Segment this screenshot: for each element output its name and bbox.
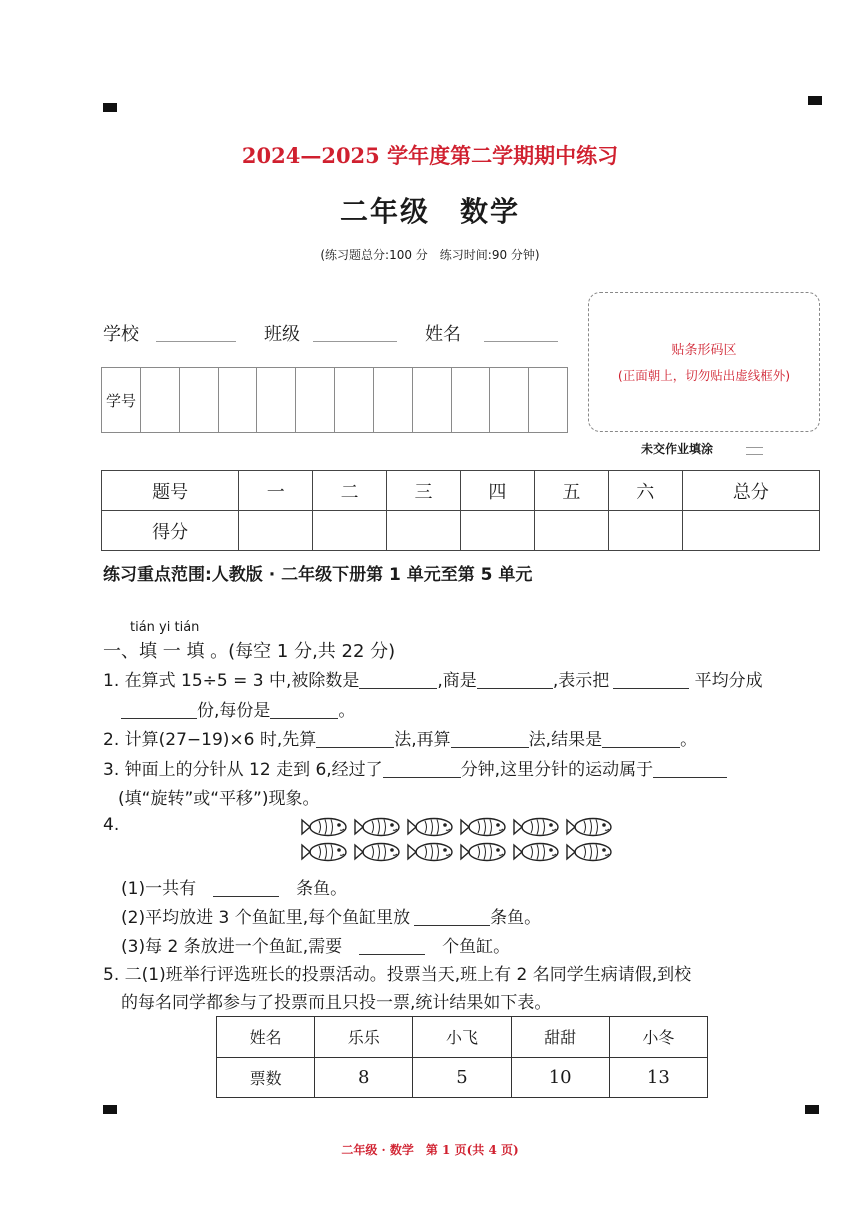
score-cell[interactable] — [682, 511, 819, 551]
corner-mark-bottom-right — [805, 1105, 819, 1114]
section1-pinyin: tián yi tián — [130, 620, 200, 635]
vote-value-cell: 13 — [609, 1057, 707, 1098]
vote-value-cell: 5 — [413, 1057, 511, 1098]
barcode-note: (正面朝上，切勿贴出虚线框外) — [617, 368, 791, 383]
question-1-line1: 1. 在算式 15÷5 = 3 中,被除数是 ,商是 ,表示把 平均分成 — [103, 671, 763, 691]
unsubmitted-label: 未交作业填涂 — [641, 442, 714, 456]
vote-table — [216, 1016, 708, 1098]
barcode-title: 贴条形码区 — [671, 343, 737, 358]
corner-mark-top-left — [103, 103, 117, 112]
fish-icon — [461, 819, 505, 836]
question-5-line1: 5. 二(1)班举行评选班长的投票活动。投票当天,班上有 2 名同学生病请假,到校 — [103, 965, 692, 985]
score-header-cell: 五 — [534, 471, 608, 511]
vote-header-cell: 乐乐 — [315, 1017, 413, 1058]
score-header-cell: 三 — [387, 471, 461, 511]
question-3-line1: 3. 钟面上的分针从 12 走到 6,经过了 分钟,这里分针的运动属于 — [103, 755, 727, 780]
score-cell[interactable] — [239, 511, 313, 551]
score-cell[interactable] — [313, 511, 387, 551]
exam-meta: (练习题总分:100 分 练习时间:90 分钟) — [320, 248, 540, 262]
vote-header-cell: 甜甜 — [511, 1017, 609, 1058]
answer-blank[interactable] — [359, 670, 437, 689]
score-header-cell: 题号 — [102, 471, 239, 511]
score-header-cell: 总分 — [682, 471, 819, 511]
school-field[interactable] — [156, 340, 236, 342]
question-4-1: (1)一共有 条鱼。 — [121, 879, 348, 899]
student-id-grid — [101, 367, 568, 433]
answer-blank[interactable] — [602, 729, 680, 748]
vote-row-label: 票数 — [217, 1057, 315, 1098]
page-footer: 二年级 · 数学 第 1 页(共 4 页) — [341, 1143, 519, 1157]
vote-value-cell: 8 — [315, 1057, 413, 1098]
corner-mark-top-right — [808, 96, 822, 105]
fish-icon — [514, 844, 558, 861]
id-digit-cell[interactable] — [179, 368, 218, 433]
practice-scope: 练习重点范围:人教版 · 二年级下册第 1 单元至第 5 单元 — [103, 565, 533, 585]
fish-icon — [408, 844, 452, 861]
question-1-line2: 份,每份是 。 — [121, 696, 355, 721]
score-cell[interactable] — [534, 511, 608, 551]
score-cell[interactable] — [387, 511, 461, 551]
fish-icon — [461, 844, 505, 861]
fish-icon — [302, 819, 346, 836]
vote-value-row — [217, 1057, 708, 1098]
score-header-cell: 二 — [313, 471, 387, 511]
answer-blank[interactable] — [270, 700, 338, 719]
id-digit-cell[interactable] — [529, 368, 568, 433]
question-4-3: (3)每 2 条放进一个鱼缸,需要 个鱼缸。 — [121, 937, 511, 957]
fish-icon — [408, 819, 452, 836]
score-row-label: 得分 — [102, 511, 239, 551]
id-digit-cell[interactable] — [490, 368, 529, 433]
id-digit-cell[interactable] — [218, 368, 257, 433]
id-digit-cell[interactable] — [373, 368, 412, 433]
answer-blank[interactable] — [613, 670, 689, 689]
score-header-cell: 六 — [608, 471, 682, 511]
school-label: 学校 — [103, 324, 139, 345]
unsubmitted-bubble[interactable] — [746, 447, 763, 455]
score-table — [101, 470, 820, 551]
question-2: 2. 计算(27−19)×6 时,先算 法,再算 法,结果是 。 — [103, 730, 698, 750]
student-id-label: 学号 — [102, 368, 141, 433]
score-header-cell: 四 — [460, 471, 534, 511]
question-4-number: 4. — [103, 815, 120, 835]
question-4-2: (2)平均放进 3 个鱼缸里,每个鱼缸里放 条鱼。 — [121, 908, 542, 928]
answer-blank[interactable] — [653, 759, 727, 778]
fish-icon — [355, 819, 399, 836]
id-digit-cell[interactable] — [257, 368, 296, 433]
fish-icon — [514, 819, 558, 836]
fish-icon — [567, 844, 611, 861]
id-digit-cell[interactable] — [451, 368, 490, 433]
section1-title: 一、填 一 填 。(每空 1 分,共 22 分) — [103, 641, 396, 662]
vote-value-cell: 10 — [511, 1057, 609, 1098]
answer-blank[interactable] — [121, 700, 197, 719]
barcode-area — [588, 292, 820, 432]
id-digit-cell[interactable] — [412, 368, 451, 433]
fish-illustration — [300, 812, 620, 866]
vote-header-cell: 姓名 — [217, 1017, 315, 1058]
answer-blank[interactable] — [213, 878, 279, 897]
fish-icon — [567, 819, 611, 836]
class-label: 班级 — [264, 324, 300, 345]
score-value-row — [102, 511, 820, 551]
question-5-line2: 的每名同学都参与了投票而且只投一票,统计结果如下表。 — [121, 993, 552, 1013]
id-digit-cell[interactable] — [296, 368, 335, 433]
vote-header-cell: 小飞 — [413, 1017, 511, 1058]
exam-subject: 二年级 数学 — [339, 195, 520, 228]
name-label: 姓名 — [425, 324, 461, 345]
score-cell[interactable] — [608, 511, 682, 551]
question-3-line2: (填“旋转”或“平移”)现象。 — [118, 789, 320, 809]
answer-blank[interactable] — [316, 729, 394, 748]
answer-blank[interactable] — [414, 907, 490, 926]
answer-blank[interactable] — [451, 729, 529, 748]
score-header-cell: 一 — [239, 471, 313, 511]
fish-icon — [302, 844, 346, 861]
score-cell[interactable] — [460, 511, 534, 551]
corner-mark-bottom-left — [103, 1105, 117, 1114]
vote-header-row — [217, 1017, 708, 1058]
id-digit-cell[interactable] — [141, 368, 180, 433]
answer-blank[interactable] — [383, 759, 461, 778]
exam-title: 2024—2025 学年度第二学期期中练习 — [241, 143, 619, 168]
fish-icon — [355, 844, 399, 861]
id-digit-cell[interactable] — [335, 368, 374, 433]
answer-blank[interactable] — [477, 670, 553, 689]
name-field[interactable] — [484, 340, 558, 342]
vote-header-cell: 小冬 — [609, 1017, 707, 1058]
class-field[interactable] — [313, 340, 397, 342]
score-header-row — [102, 471, 820, 511]
answer-blank[interactable] — [359, 936, 425, 955]
